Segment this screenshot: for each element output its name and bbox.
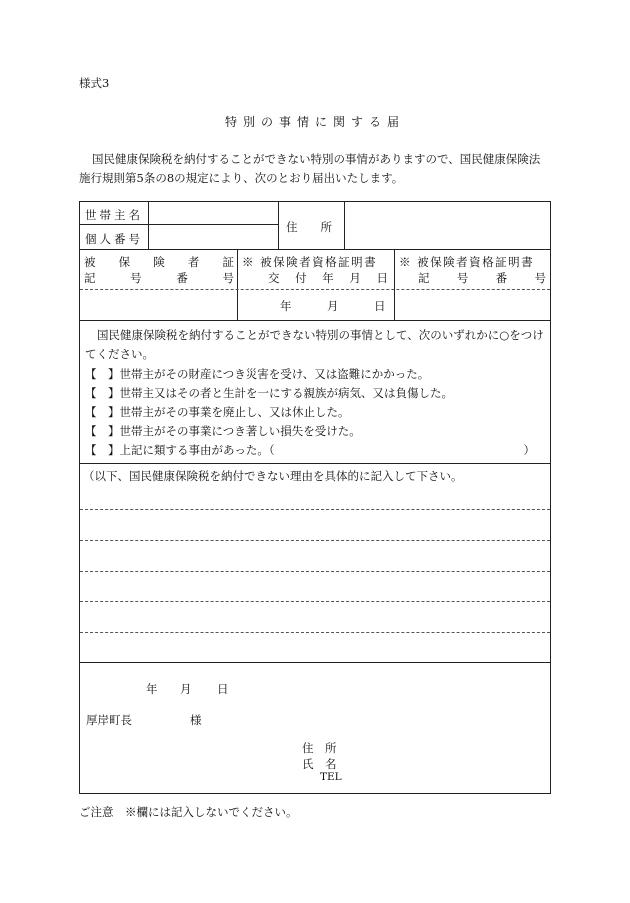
list-item bbox=[85, 441, 545, 460]
list-item bbox=[85, 422, 545, 441]
qual-cert-issue-label-1: ※ 被保険者資格証明書 bbox=[242, 255, 378, 269]
applicant-address-label: 住 所 bbox=[302, 741, 337, 755]
sign-date-year: 年 bbox=[146, 682, 158, 696]
reasons-intro bbox=[85, 326, 547, 364]
reason-text: 上記に類する事由があった。（ bbox=[119, 443, 275, 457]
honorific: 様 bbox=[190, 713, 202, 727]
issue-date-day: 日 bbox=[374, 299, 386, 313]
applicant-name-label: 氏 名 bbox=[302, 757, 337, 771]
reason-text: 世帯主又はその者と生計を一にする親族が病気、又は負傷した。 bbox=[119, 386, 453, 400]
sign-date-month: 月 bbox=[180, 682, 192, 696]
qual-cert-num-label-2: 記 号 番 号 bbox=[418, 271, 546, 285]
household-head-field[interactable] bbox=[150, 204, 276, 222]
form-id: 様式3 bbox=[79, 76, 110, 90]
page-title: 特別の事情に関する届 bbox=[224, 115, 405, 129]
reason-checkbox[interactable]: 【 】 bbox=[85, 424, 120, 438]
reason-checkbox[interactable]: 【 】 bbox=[85, 443, 120, 457]
intro-text bbox=[79, 150, 559, 188]
applicant-info-field[interactable] bbox=[355, 737, 545, 787]
reason-text: 世帯主がその事業を廃止し、又は休止した。 bbox=[119, 405, 350, 419]
intro-line-1: 国民健康保険税を納付することができない特別の事情がありますので、国民健康保険法 bbox=[92, 152, 541, 166]
sign-date-day: 日 bbox=[217, 682, 229, 696]
individual-number-field[interactable] bbox=[150, 227, 276, 247]
reason-checkbox[interactable]: 【 】 bbox=[85, 367, 120, 381]
applicant-tel-label: TEL bbox=[320, 771, 342, 783]
list-item bbox=[85, 403, 545, 422]
insured-cert-label-2: 記 号 番 号 bbox=[84, 271, 234, 285]
reasons-list bbox=[85, 365, 545, 460]
address-label: 住 所 bbox=[286, 220, 332, 234]
qual-cert-num-label-1: ※ 被保険者資格証明書 bbox=[399, 255, 535, 269]
qual-cert-issue-label-2: 交 付 年 月 日 bbox=[268, 271, 388, 285]
close-paren: ） bbox=[523, 443, 535, 457]
intro-line-2: 施行規則第5条の8の規定により、次のとおり届出いたします。 bbox=[79, 171, 404, 185]
reason-text: 世帯主がその事業につき著しい損失を受けた。 bbox=[119, 424, 361, 438]
application-form-table bbox=[79, 201, 551, 794]
recipient: 厚岸町長 bbox=[86, 713, 132, 727]
reasons-intro-line-1: 国民健康保険税を納付することができない特別の事情として、次のいずれかに○をつけ bbox=[97, 328, 544, 342]
footer-note: ご注意 ※欄には記入しないでください。 bbox=[79, 805, 298, 819]
details-heading: （以下、国民健康保険税を納付できない理由を具体的に記入して下さい。 bbox=[83, 469, 463, 483]
individual-number-label: 個人番号 bbox=[85, 232, 143, 246]
list-item bbox=[85, 384, 545, 403]
reason-text: 世帯主がその財産につき災害を受け、又は盗難にかかった。 bbox=[119, 367, 430, 381]
details-textarea[interactable] bbox=[82, 487, 548, 659]
issue-date-year: 年 bbox=[280, 299, 292, 313]
qual-cert-number-field[interactable] bbox=[396, 291, 548, 318]
reason-checkbox[interactable]: 【 】 bbox=[85, 386, 120, 400]
address-field[interactable] bbox=[346, 204, 548, 247]
list-item bbox=[85, 365, 545, 384]
insured-cert-number-field[interactable] bbox=[82, 291, 235, 318]
household-head-label: 世帯主名 bbox=[85, 208, 143, 222]
reason-checkbox[interactable]: 【 】 bbox=[85, 405, 120, 419]
insured-cert-label-1: 被 保 険 者 証 bbox=[84, 255, 234, 269]
reasons-intro-line-2: てください。 bbox=[85, 347, 154, 361]
issue-date-month: 月 bbox=[327, 299, 339, 313]
